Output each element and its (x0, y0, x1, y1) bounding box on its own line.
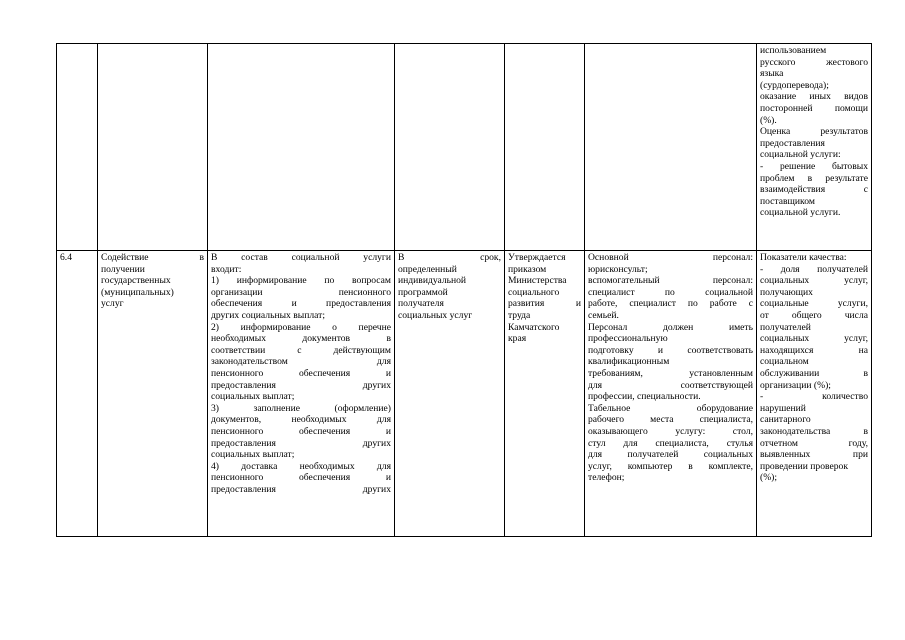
quality-line: социальной услуги. (760, 207, 841, 219)
content-line: 4) доставка необходимых для (211, 460, 391, 472)
conditions-line: стул для специалиста, стулья (588, 437, 753, 449)
cell-conditions (585, 251, 757, 537)
term-line: определенный (398, 263, 457, 275)
content-line: социальных выплат; (211, 391, 295, 403)
quality-line: нарушений (760, 402, 806, 414)
norm-line: социального (508, 286, 560, 298)
quality-line: санитарного (760, 414, 811, 426)
conditions-line: Табельное оборудование (588, 402, 753, 414)
quality-line: от общего числа (760, 309, 868, 321)
quality-line: оказание иных видов (760, 91, 868, 103)
service-name-line: услуг (101, 298, 124, 310)
quality-line: (%). (760, 114, 777, 126)
conditions-line: телефон; (588, 472, 625, 484)
content-line: других социальных выплат; (211, 309, 325, 321)
content-line: пенсионного обеспечения и (211, 367, 391, 379)
quality-line: предоставления (760, 137, 825, 149)
service-name-line: Содействие в (101, 252, 204, 263)
cell-term (395, 44, 505, 251)
conditions-line: для соответствующей (588, 379, 753, 391)
quality-line: проблем в результате (760, 172, 868, 184)
quality-line: использованием (760, 45, 827, 56)
content-line: документов, необходимых для (211, 414, 391, 426)
norm-line: Министерства (508, 275, 567, 287)
quality-line: социальных услуг, (760, 275, 868, 287)
term-line: получателя (398, 298, 444, 310)
term-line: индивидуальной (398, 275, 467, 287)
content-line: предоставления других (211, 437, 391, 449)
conditions-line: для получателей социальных (588, 449, 753, 461)
quality-line: - решение бытовых (760, 160, 868, 172)
conditions-line: квалификационным (588, 356, 670, 368)
content-line: 1) информирование по вопросам (211, 275, 391, 287)
quality-line: социальных услуг, (760, 333, 868, 345)
term-line: В срок, (398, 252, 501, 263)
content-line: соответствии с действующим (211, 344, 391, 356)
table-row-continuation (57, 44, 872, 251)
quality-line: русского жестового (760, 56, 868, 68)
cell-norm (505, 44, 585, 251)
content-line: В состав социальной услуги (211, 252, 391, 263)
quality-line: организации (%); (760, 379, 831, 391)
conditions-line: профессии, специальности. (588, 391, 701, 403)
quality-line: выявленных при (760, 449, 868, 461)
conditions-line: требованиям, установленным (588, 367, 753, 379)
conditions-line: специалист по социальной (588, 286, 753, 298)
conditions-line: Персонал должен иметь (588, 321, 753, 333)
cell-quality (757, 251, 872, 537)
content-line: 3) заполнение (оформление) (211, 402, 391, 414)
cell-number (57, 44, 98, 251)
row-number: 6.4 (60, 252, 72, 263)
content-line: обеспечения и предоставления (211, 298, 391, 310)
conditions-line: рабочего места специалиста, (588, 414, 753, 426)
conditions-line: вспомогательный персонал: (588, 275, 753, 287)
content-line: пенсионного обеспечения и (211, 472, 391, 484)
service-name-line: (муниципальных) (101, 286, 174, 298)
cell-service-name (98, 44, 208, 251)
quality-line: законодательства в (760, 425, 868, 437)
quality-line: проведении проверок (760, 460, 848, 472)
quality-line: (сурдоперевода); (760, 79, 829, 91)
quality-line: - количество (760, 391, 868, 403)
cell-norm (505, 251, 585, 537)
norm-line: приказом (508, 263, 547, 275)
quality-line: Показатели качества: (760, 252, 847, 263)
term-line: программой (398, 286, 448, 298)
cell-term (395, 251, 505, 537)
conditions-line: оказывающего услугу: стол, (588, 425, 753, 437)
quality-line: социальном (760, 356, 809, 368)
content-line: социальных выплат; (211, 449, 295, 461)
conditions-line: семьей. (588, 309, 619, 321)
conditions-line: услуг, компьютер в комплекте, (588, 460, 753, 472)
content-line: входит: (211, 263, 242, 275)
quality-line: поставщиком (760, 195, 815, 207)
table-row-6-4 (57, 251, 872, 537)
content-line: 2) информирование о перечне (211, 321, 391, 333)
term-line: социальных услуг (398, 309, 473, 321)
content-line: законодательством для (211, 356, 391, 368)
cell-content (208, 251, 395, 537)
conditions-line: юрисконсульт; (588, 263, 648, 275)
services-table (56, 43, 872, 537)
norm-line: края (508, 333, 527, 345)
content-line: пенсионного обеспечения и (211, 425, 391, 437)
cell-service-name (98, 251, 208, 537)
cell-number (57, 251, 98, 537)
quality-line: обслуживании в (760, 367, 868, 379)
cell-content (208, 44, 395, 251)
quality-line: получателей (760, 321, 811, 333)
conditions-line: подготовку и соответствовать (588, 344, 753, 356)
quality-line: отчетном году, (760, 437, 868, 449)
norm-line: труда (508, 309, 531, 321)
quality-line: получающих (760, 286, 813, 298)
quality-line: взаимодействия с (760, 184, 868, 196)
content-line: предоставления других (211, 483, 391, 495)
quality-line: социальные услуги, (760, 298, 868, 310)
quality-line: языка (760, 68, 784, 80)
conditions-line: профессиональную (588, 333, 668, 345)
norm-line: Утверждается (508, 252, 566, 263)
quality-line: посторонней помощи (760, 102, 868, 114)
conditions-line: Основной персонал: (588, 252, 753, 263)
quality-line: находящихся на (760, 344, 868, 356)
quality-line: (%); (760, 472, 778, 484)
conditions-line: работе, специалист по работе с (588, 298, 753, 310)
quality-line: Оценка результатов (760, 126, 868, 138)
quality-line: социальной услуги: (760, 149, 841, 161)
norm-line: Камчатского (508, 321, 560, 333)
norm-line: развития и (508, 298, 581, 310)
content-line: необходимых документов в (211, 333, 391, 345)
quality-line: - доля получателей (760, 263, 868, 275)
service-name-line: государственных (101, 275, 171, 287)
content-line: предоставления других (211, 379, 391, 391)
content-line: организации пенсионного (211, 286, 391, 298)
service-name-line: получении (101, 263, 145, 275)
cell-conditions (585, 44, 757, 251)
cell-quality-continuation (757, 44, 872, 251)
